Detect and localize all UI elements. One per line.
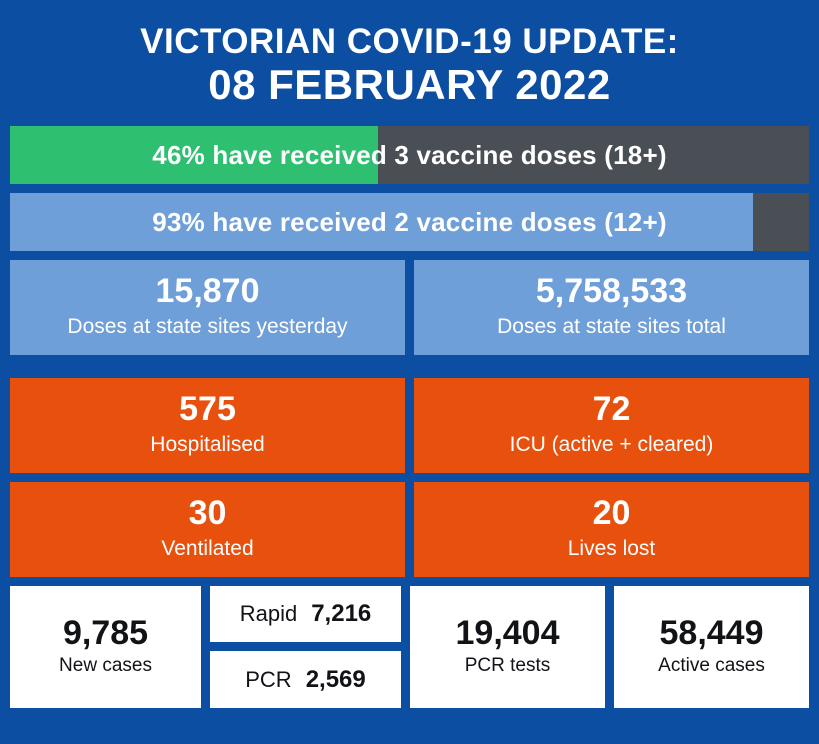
cases-row [10,586,809,708]
test-breakdown-stack [210,586,401,708]
new-cases-value: 9,785 [62,613,149,652]
doses-total-label: Doses at state sites total [497,314,726,338]
hospitalised-label: Hospitalised [150,432,265,456]
icu-value: 72 [592,390,631,429]
title-line-1: VICTORIAN COVID-19 UPDATE: [140,22,679,61]
pcr-tests-label: PCR tests [464,655,551,677]
ventilated-label: Ventilated [161,536,254,560]
page-title [10,0,809,120]
pcr-test-row [210,651,401,708]
active-cases-label: Active cases [658,655,765,677]
pcr-test-label: PCR [245,666,292,692]
vaccination-bar-label-3-doses: 46% have received 3 vaccine doses (18+) [152,139,667,170]
pcr-tests-value: 19,404 [455,613,560,652]
vaccination-bar-2-doses [10,193,809,251]
doses-row [10,260,809,355]
new-cases-label: New cases [59,655,152,677]
rapid-test-label: Rapid [239,601,298,627]
doses-total-card [414,260,809,355]
vaccination-progress-group [10,126,809,251]
rapid-test-row [210,586,401,643]
doses-yesterday-card [10,260,405,355]
ventilated-value: 30 [188,493,227,532]
pcr-tests-card [410,586,605,708]
icu-label: ICU (active + cleared) [509,432,714,456]
icu-card [414,378,809,473]
active-cases-value: 58,449 [659,613,764,652]
hospital-row-1 [10,378,809,473]
vaccination-bar-3-doses [10,126,809,184]
vaccination-bar-label-2-doses: 93% have received 2 vaccine doses (12+) [152,206,667,237]
doses-yesterday-label: Doses at state sites yesterday [67,314,348,338]
lives-lost-label: Lives lost [567,536,656,560]
hospital-row-2 [10,482,809,577]
hospitalised-card [10,378,405,473]
hospitalised-value: 575 [179,390,236,429]
doses-yesterday-value: 15,870 [155,272,260,311]
active-cases-card [614,586,809,708]
rapid-test-value: 7,216 [311,600,372,628]
pcr-test-value: 2,569 [305,665,366,693]
section-divider [10,364,809,378]
new-cases-card [10,586,201,708]
ventilated-card [10,482,405,577]
lives-lost-card [414,482,809,577]
lives-lost-value: 20 [592,493,631,532]
title-line-2: 08 FEBRUARY 2022 [208,61,611,109]
doses-total-value: 5,758,533 [535,272,688,311]
